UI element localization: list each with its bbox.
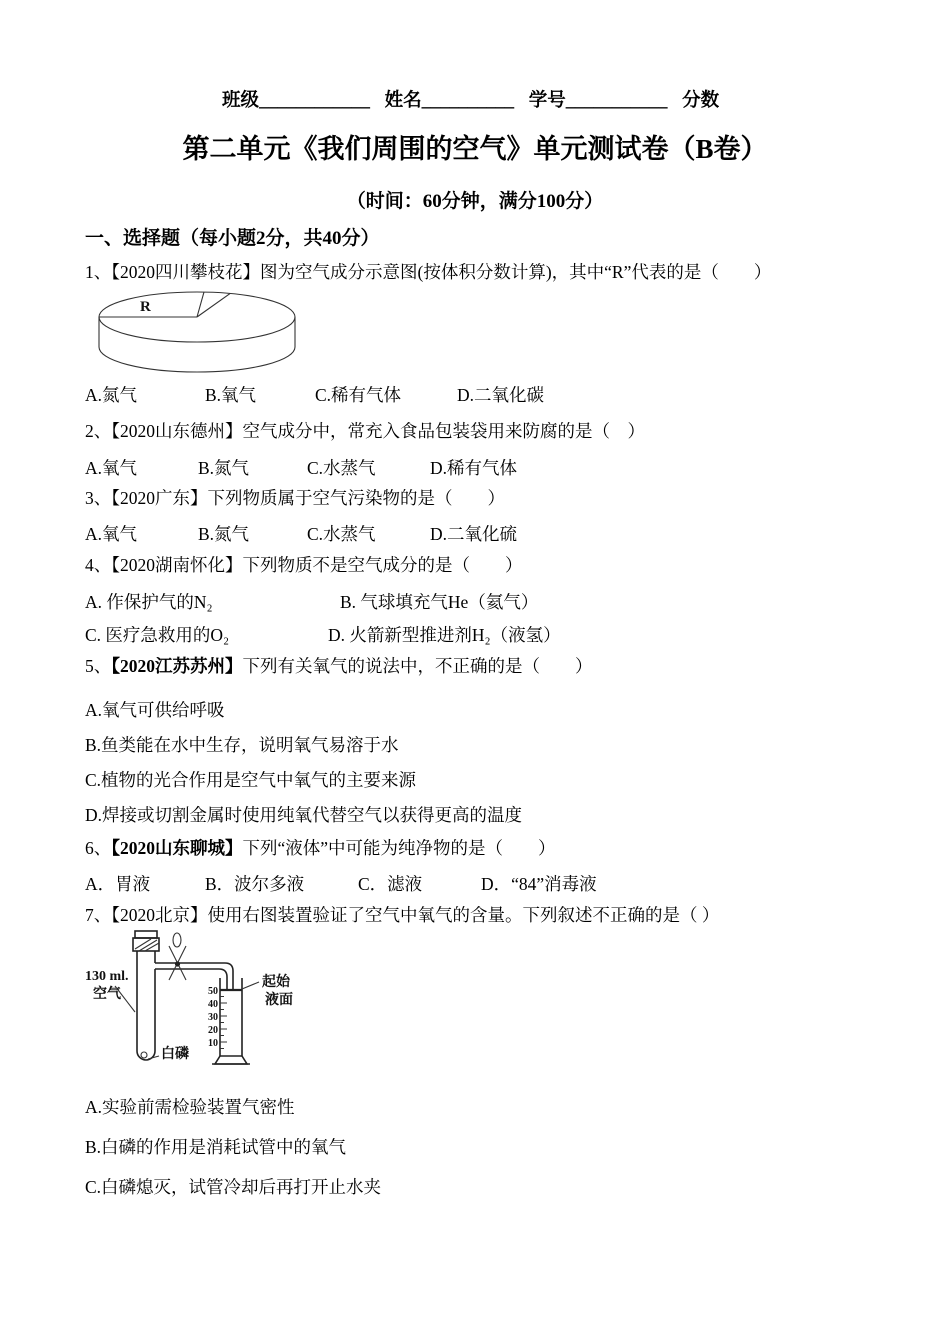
question-3-number: 3、 (85, 488, 112, 508)
q5-option-b: B.鱼类能在水中生存，说明氧气易溶于水 (85, 735, 399, 755)
scale-30: 30 (208, 1012, 218, 1023)
question-2-options (85, 455, 885, 479)
question-5-number: 5、 (85, 656, 112, 676)
q4-option-a: A. 作保护气的N₂ (85, 592, 213, 612)
q6-option-b: B．波尔多液 (205, 874, 305, 894)
q3-option-c: C.水蒸气 (307, 524, 376, 544)
section-heading: 一、选择题（每小题2分，共40分） (85, 228, 380, 249)
q3-option-d: D.二氧化硫 (430, 524, 518, 544)
stopper-icon (135, 931, 157, 938)
question-5-text: 下列有关氧气的说法中，不正确的是（ ） (242, 656, 593, 676)
question-3-source: 【2020广东】 (111, 488, 208, 508)
question-7-number: 7、 (85, 905, 112, 925)
q3-option-b: B.氮气 (198, 524, 250, 544)
class-label: 班级 (222, 91, 260, 111)
q1-option-c: C.稀有气体 (315, 385, 402, 405)
student-id-blank: ___________ (565, 91, 668, 111)
white-phosphorus-blob (141, 1052, 147, 1058)
question-2-text: 空气成分中，常充入食品包装袋用来防腐的是（ ） (242, 421, 645, 441)
score-label: 分数 (682, 91, 720, 111)
question-2-source: 【2020山东德州】 (111, 421, 243, 441)
name-blank: __________ (421, 91, 515, 111)
scale-40: 40 (208, 999, 218, 1010)
question-6-stem (85, 838, 556, 859)
question-4-text: 下列物质不是空气成分的是（ ） (242, 555, 523, 575)
question-5-source: 【2020江苏苏州】 (111, 656, 243, 676)
question-4-options-row2 (85, 622, 885, 646)
q2-option-b: B.氮气 (198, 458, 250, 478)
pie-slice-label: R (140, 299, 151, 315)
q7-option-c: C.白磷熄灭，试管冷却后再打开止水夹 (85, 1177, 382, 1197)
student-id-label: 学号 (528, 91, 566, 111)
question-6-number: 6、 (85, 838, 112, 858)
class-field (222, 91, 370, 111)
question-4-number: 4、 (85, 555, 112, 575)
q4-option-c: C. 医疗急救用的O₂ (85, 625, 230, 645)
class-blank: ____________ (259, 91, 371, 111)
q1-option-d: D.二氧化碳 (457, 385, 545, 405)
question-3-stem (85, 488, 505, 509)
question-7-stem (85, 905, 719, 926)
question-1-stem (85, 262, 771, 283)
q1-option-b: B.氧气 (205, 385, 257, 405)
q4-option-b: B. 气球填充气He（氦气） (340, 592, 539, 612)
question-6-source: 【2020山东聊城】 (111, 838, 243, 858)
pinch-clamp-icon (169, 933, 186, 980)
student-id-field (529, 91, 668, 111)
q5-option-a: A.氧气可供给呼吸 (85, 700, 225, 720)
initial-level-label-line2: 液面 (265, 993, 293, 1008)
q5-option-d: D.焊接或切割金属时使用纯氧代替空气以获得更高的温度 (85, 805, 523, 825)
graduated-cylinder (212, 978, 259, 1064)
question-1-source: 【2020四川攀枝花】 (111, 262, 260, 282)
q2-option-d: D.稀有气体 (430, 458, 518, 478)
q7-option-b: B.白磷的作用是消耗试管中的氧气 (85, 1137, 347, 1157)
q2-option-c: C.水蒸气 (307, 458, 376, 478)
q2-option-a: A.氧气 (85, 458, 138, 478)
time-score-subtitle: （时间：60分钟，满分100分） (346, 191, 604, 212)
q4-option-d: D. 火箭新型推进剂H₂（液氢） (328, 625, 561, 645)
question-1-number: 1、 (85, 262, 112, 282)
q6-option-d: D．“84”消毒液 (481, 874, 597, 894)
air-label: 空气 (93, 987, 121, 1002)
q6-option-c: C．滤液 (358, 874, 423, 894)
air-volume-label: 130 ml. (85, 969, 129, 984)
q5-option-c: C.植物的光合作用是空气中氧气的主要来源 (85, 770, 417, 790)
pie-chart-figure (92, 287, 307, 379)
question-3-options (85, 521, 885, 545)
header-fill-line (222, 90, 729, 112)
question-4-stem (85, 555, 523, 576)
q3-option-a: A.氧气 (85, 524, 138, 544)
score-field (682, 91, 719, 111)
initial-level-label-line1: 起始 (262, 975, 290, 990)
question-4-source: 【2020湖南怀化】 (111, 555, 243, 575)
question-5-stem (85, 656, 593, 677)
question-2-stem (85, 421, 645, 442)
question-1-text: 图为空气成分示意图(按体积分数计算)，其中“R”代表的是（ ） (260, 262, 772, 282)
q6-option-a: A．胃液 (85, 874, 151, 894)
question-6-options (85, 871, 885, 895)
question-7-text: 使用右图装置验证了空气中氧气的含量。下列叙述不正确的是（ ） (207, 905, 720, 925)
scale-10: 10 (208, 1038, 218, 1049)
scale-50: 50 (208, 986, 218, 997)
q7-option-a: A.实验前需检验装置气密性 (85, 1097, 295, 1117)
name-label: 姓名 (384, 91, 422, 111)
apparatus-figure (85, 928, 385, 1080)
question-4-options-row1 (85, 589, 885, 613)
name-field (385, 91, 515, 111)
white-phosphorus-label: 白磷 (161, 1047, 189, 1062)
question-2-number: 2、 (85, 421, 112, 441)
page-title: 第二单元《我们周围的空气》单元测试卷（B卷） (182, 134, 768, 164)
question-1-options (85, 382, 885, 406)
scale-20: 20 (208, 1025, 218, 1036)
question-6-text: 下列“液体”中可能为纯净物的是（ ） (242, 838, 556, 858)
q1-option-a: A.氮气 (85, 385, 138, 405)
question-3-text: 下列物质属于空气污染物的是（ ） (207, 488, 505, 508)
question-7-source: 【2020北京】 (111, 905, 208, 925)
